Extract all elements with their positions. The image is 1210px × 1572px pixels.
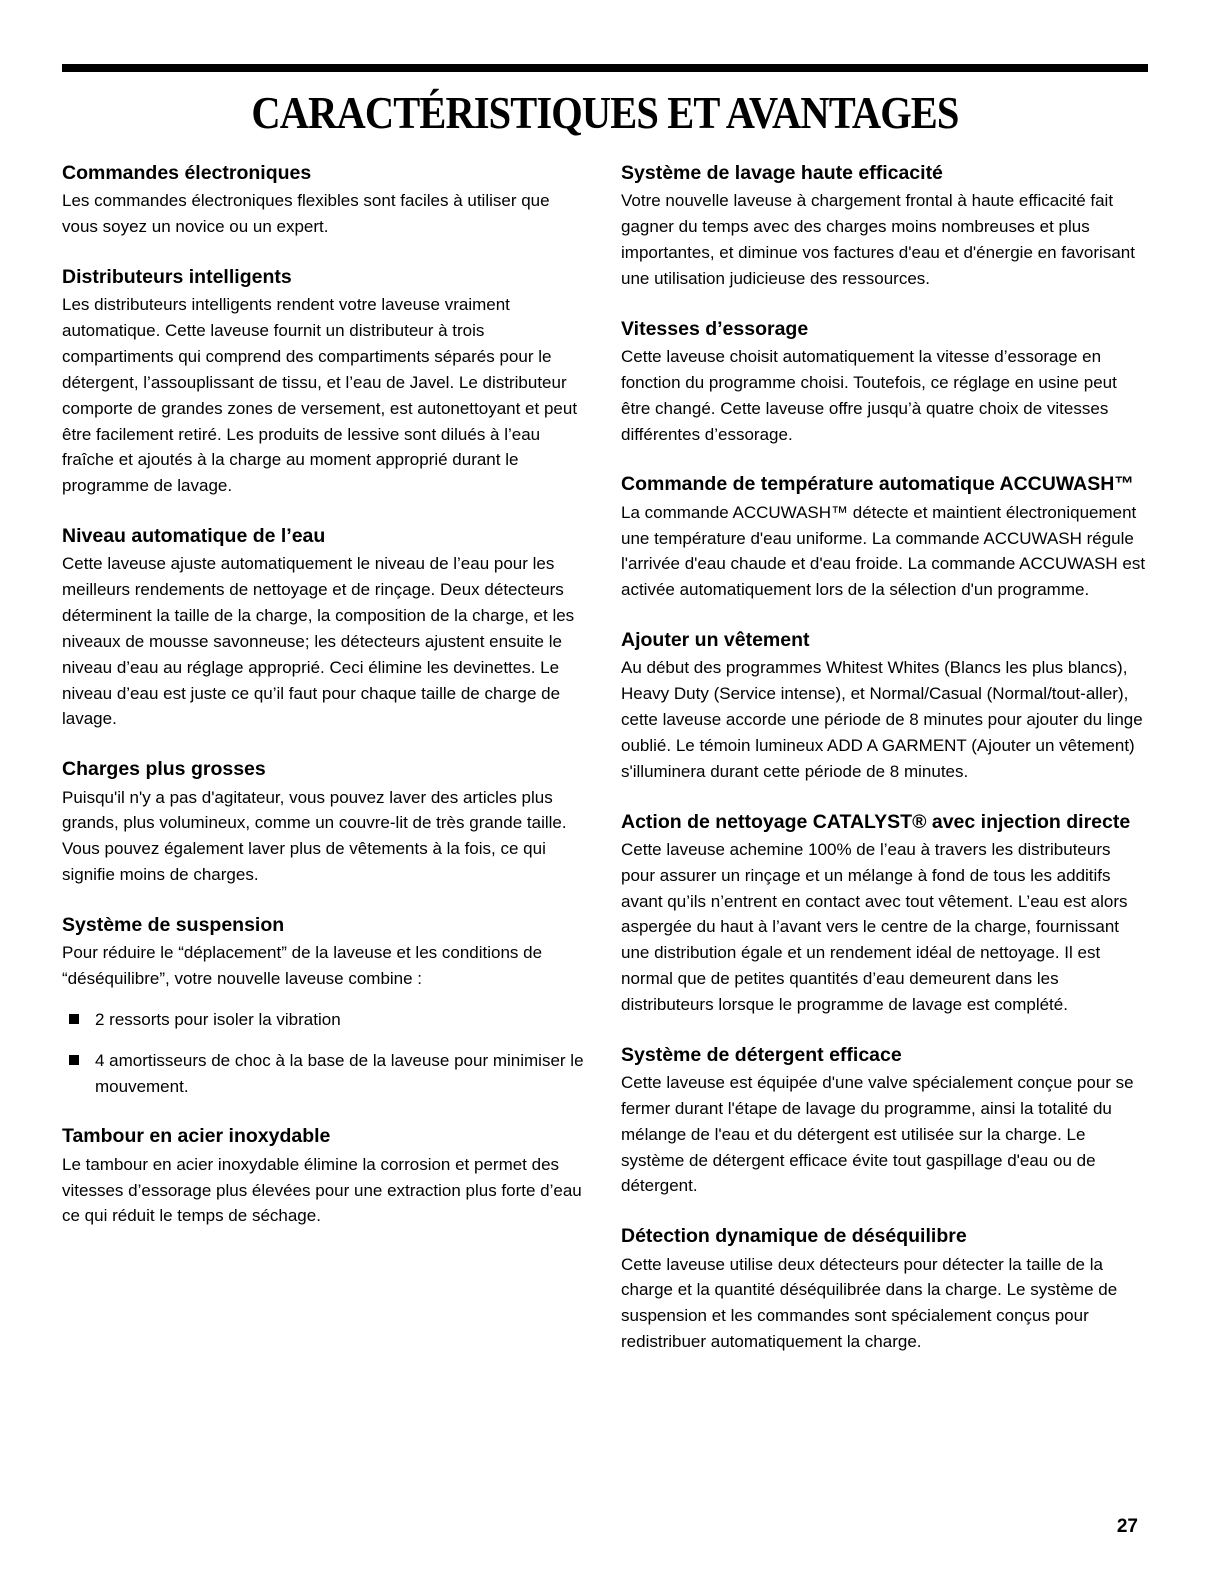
section-body: Cette laveuse choisit automatiquement la vitesse d’essorage en fonction du programme choisi. Toutefois, ce réglage en usine peut être changé. Cette laveuse offre jusqu’à quatre choix de vitesses différentes d’essorage. <box>621 347 1117 444</box>
section-body: Cette laveuse achemine 100% de l’eau à travers les distributeurs pour assurer un rinçage et un mélange à fond de tous les additifs avant qu’ils n’entrent en contact avec tout vêtement. L’eau est alors aspergée du haut à l’avant vers le centre de la charge, fournissant une distribution égale et un rendement idéal de nettoyage. Il est normal que de petites quantités d’eau demeurent dans les distributeurs lorsque le programme de lavage est complété. <box>621 839 1128 1014</box>
section-commande-temperature-accuwash <box>621 472 1148 603</box>
section-body: Les distributeurs intelligents rendent votre laveuse vraiment automatique. Cette laveuse fournit un distributeur à trois compartiments qui comprend des compartiments séparés pour le détergent, l’assouplissant de tissu, et l’eau de Javel. Le distributeur comporte de grandes zones de versement, est autonettoyant et peut être facilement retiré. Les produits de lessive sont dilués à l’eau fraîche et ajoutés à la charge au moment approprié durant le programme de lavage. <box>62 295 578 496</box>
section-body: Les commandes électroniques flexibles sont faciles à utiliser que vous soyez un novice ou un expert. <box>62 191 550 237</box>
section-heading: Système de lavage haute efficacité <box>621 162 943 184</box>
section-tambour-acier-inoxydable <box>62 1124 589 1229</box>
section-heading: Tambour en acier inoxydable <box>62 1125 331 1148</box>
bullet-text: 4 amortisseurs de choc à la base de la laveuse pour minimiser le mouvement. <box>95 1050 584 1096</box>
section-heading: Détection dynamique de déséquilibre <box>621 1225 967 1248</box>
section-body: Pour réduire le “déplacement” de la laveuse et les conditions de “déséquilibre”, votre nouvelle laveuse combine : <box>62 943 543 989</box>
list-item <box>62 1048 589 1100</box>
section-commandes-electroniques <box>62 161 589 240</box>
section-body: Au début des programmes Whitest Whites (Blancs les plus blancs), Heavy Duty (Service intense), et Normal/Casual (Normal/tout-aller), cette laveuse accorde une période de 8 minutes pour ajouter du linge oublié. Le témoin lumineux ADD A GARMENT (Ajouter un vêtement) s'illuminera durant cette période de 8 minutes. <box>621 658 1143 781</box>
top-rule <box>62 64 1148 72</box>
section-heading: Vitesses d’essorage <box>621 317 809 340</box>
section-body: La commande ACCUWASH™ détecte et maintient électroniquement une température d'eau uniforme. La commande ACCUWASH régule l'arrivée d'eau chaude et d'eau froide. La commande ACCUWASH est activée automatiquement lors de la sélection d'un programme. <box>621 502 1146 600</box>
square-bullet-icon <box>69 1055 79 1065</box>
section-body: Cette laveuse est équipée d'une valve spécialement conçue pour se fermer durant l'étape de lavage du programme, ainsi la totalité du mélange de l'eau et du détergent est utilisée sur la charge. Le système de détergent efficace évite tout gaspillage d'eau ou de détergent. <box>621 1073 1134 1196</box>
section-charges-plus-grosses <box>62 757 589 888</box>
section-systeme-detergent-efficace <box>621 1043 1148 1200</box>
section-systeme-lavage-haute-efficacite <box>621 161 1148 292</box>
section-body: Le tambour en acier inoxydable élimine la corrosion et permet des vitesses d’essorage plus élevées pour une extraction plus forte d’eau ce qui réduit le temps de séchage. <box>62 1154 582 1226</box>
section-heading: Commande de température automatique ACCUWASH™ <box>621 473 1134 496</box>
section-body: Puisqu'il n'y a pas d'agitateur, vous pouvez laver des articles plus grands, plus volumineux, comme un couvre-lit de très grande taille. Vous pouvez également laver plus de vêtements à la fois, ce qui signifie moins de charges. <box>62 787 567 885</box>
content-columns <box>62 149 1148 1355</box>
section-niveau-automatique-eau <box>62 524 589 732</box>
page-title: CARACTÉRISTIQUES ET AVANTAGES <box>251 87 959 138</box>
section-heading: Ajouter un vêtement <box>621 629 810 652</box>
page-number: 27 <box>1116 1516 1138 1537</box>
section-body: Cette laveuse utilise deux détecteurs pour détecter la taille de la charge et la quantité déséquilibrée dans la charge. Le système de suspension et les commandes sont spécialement conçus pour redistribuer automatiquement la charge. <box>621 1254 1118 1352</box>
square-bullet-icon <box>69 1014 79 1024</box>
section-ajouter-un-vetement <box>621 628 1148 785</box>
section-heading: Distributeurs intelligents <box>62 266 292 289</box>
left-column <box>62 149 589 1355</box>
section-detection-dynamique-desequilibre <box>621 1224 1148 1355</box>
section-heading: Commandes électroniques <box>62 162 312 184</box>
section-systeme-de-suspension <box>62 913 589 1100</box>
right-column <box>621 149 1148 1355</box>
section-action-nettoyage-catalyst <box>621 810 1148 1018</box>
section-heading: Système de suspension <box>62 913 285 936</box>
list-item <box>62 1007 589 1033</box>
section-body: Cette laveuse ajuste automatiquement le niveau de l’eau pour les meilleurs rendements de nettoyage et de rinçage. Deux détecteurs déterminent la taille de la charge, la composition de la charge, et les niveaux de mousse savonneuse; les détecteurs ajustent ensuite le niveau d’eau au réglage approprié. Ceci élimine les devinettes. Le niveau d’eau est juste ce qu’il faut pour chaque taille de charge de lavage. <box>62 554 575 729</box>
section-heading: Action de nettoyage CATALYST® avec injection directe <box>621 810 1131 833</box>
bullet-list <box>62 1007 589 1099</box>
section-vitesses-essorage <box>621 317 1148 448</box>
section-heading: Système de détergent efficace <box>621 1043 902 1066</box>
section-distributeurs-intelligents <box>62 265 589 499</box>
section-body: Votre nouvelle laveuse à chargement frontal à haute efficacité fait gagner du temps avec des charges moins nombreuses et plus importantes, et diminue vos factures d'eau et d'énergie en favorisant une utilisation judicieuse des ressources. <box>621 191 1135 288</box>
section-heading: Charges plus grosses <box>62 758 266 781</box>
section-heading: Niveau automatique de l’eau <box>62 525 326 548</box>
bullet-text: 2 ressorts pour isoler la vibration <box>95 1009 341 1029</box>
